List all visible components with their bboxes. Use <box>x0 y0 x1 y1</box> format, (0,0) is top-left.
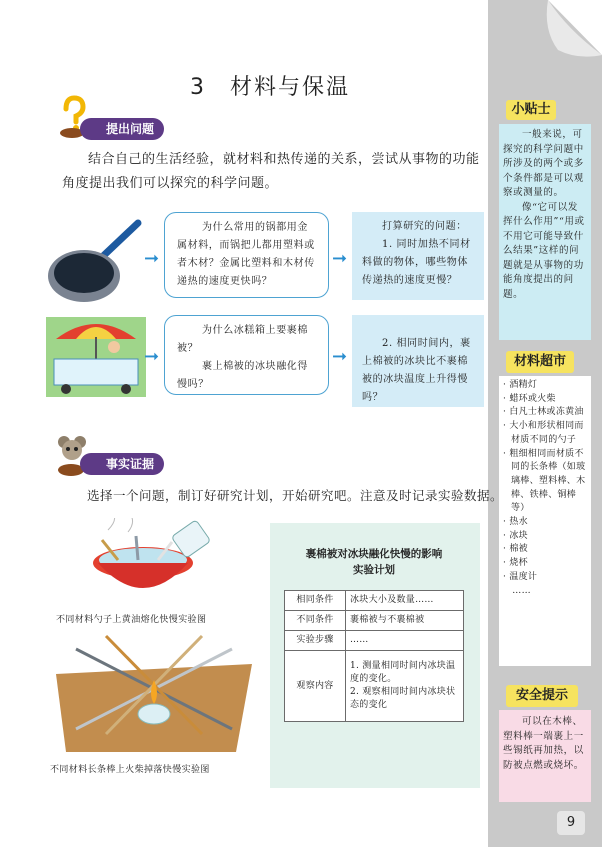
plan-observation-2: 2. 观察相同时间内冰块状态的变化 <box>350 687 456 710</box>
evidence-paragraph: 选择一个问题，制订好研究计划，开始研究吧。注意及时记录实验数据。 <box>87 488 504 503</box>
question-bubble-cart <box>164 315 329 395</box>
safety-text: 可以在木棒、塑料棒一端裹上一些锡纸再加热，以防被点燃或烧坏。 <box>503 716 584 771</box>
inquiry-box-1 <box>352 212 484 300</box>
safety-box <box>499 710 591 802</box>
materials-item: · 冰块 <box>503 530 528 541</box>
page-fold-decoration <box>488 0 602 90</box>
tip-title: 小贴士 <box>506 100 556 120</box>
plan-value: …… <box>346 631 464 651</box>
arrow-icon: ➞ <box>332 346 348 367</box>
intro-paragraph: 结合自己的生活经验，就材料和热传递的关系，尝试从事物的功能角度提出我们可以探究的科学问题。 <box>62 152 480 191</box>
materials-item: · 热水 <box>503 517 528 528</box>
materials-item: · 蜡环或火柴 <box>503 393 556 404</box>
materials-item: · 酒精灯 <box>503 380 538 390</box>
materials-item: · 大小和形状相同而材质不同的勺子 <box>503 421 584 445</box>
evidence-section-badge: 事实证据 <box>80 453 164 475</box>
plan-key: 实验步骤 <box>285 631 346 651</box>
materials-item: · 烧杯 <box>503 558 528 569</box>
safety-title: 安全提示 <box>506 685 578 707</box>
tip-paragraph-2: 像“它可以发挥什么作用”“用或不用它可能导致什么结果”这样的问题就是从事物的功能角度提出的问题。 <box>503 201 585 300</box>
table-row <box>285 611 464 631</box>
plan-value: 冰块大小及数量…… <box>346 591 464 611</box>
plan-value <box>346 651 464 722</box>
inquiry-box-2 <box>352 315 484 407</box>
butter-spoon-experiment-illustration <box>88 518 218 610</box>
question-section-badge: 提出问题 <box>80 118 164 140</box>
materials-item: · 棉被 <box>503 544 528 555</box>
table-row <box>285 631 464 651</box>
table-row <box>285 651 464 722</box>
tip-box <box>499 124 591 340</box>
plan-value: 裹棉被与不裹棉被 <box>346 611 464 631</box>
arrow-icon: ➞ <box>332 248 348 269</box>
page-number: 9 <box>557 811 585 835</box>
arrow-icon: ➞ <box>144 346 160 367</box>
rod-match-experiment-illustration <box>56 624 252 754</box>
table-row <box>285 591 464 611</box>
inquiry-text-2: 2. 相同时间内，裹上棉被的冰块比不裹棉被的冰块温度上升得慢吗？ <box>362 338 471 403</box>
caption-rods: 不同材料长条棒上火柴掉落快慢实验图 <box>50 765 210 775</box>
plan-key: 不同条件 <box>285 611 346 631</box>
question-text-pan: 为什么常用的锅都用金属材料，而锅把儿都用塑料或者木材？金属比塑料和木材传递热的速度更快吗？ <box>177 222 315 287</box>
plan-table <box>284 590 464 722</box>
materials-title: 材料超市 <box>506 351 574 373</box>
plan-title <box>278 546 470 578</box>
materials-item: · 白凡士林或冻黄油 <box>503 407 584 418</box>
inquiry-text-1: 1. 同时加热不同材料做的物体，哪些物体传递热的速度更慢？ <box>362 239 471 286</box>
plan-key: 观察内容 <box>285 651 346 722</box>
inquiry-label: 打算研究的问题： <box>382 221 467 232</box>
plan-observation-1: 1. 测量相同时间内冰块温度的变化。 <box>350 661 456 684</box>
ice-cream-cart-illustration <box>46 317 146 397</box>
plan-title-line-1: 裹棉被对冰块融化快慢的影响 <box>305 548 443 560</box>
materials-item: · 温度计 <box>503 571 538 582</box>
frying-pan-icon <box>46 218 146 308</box>
tip-paragraph-1: 一般来说，可探究的科学问题中所涉及的两个或多个条件都是可以观察或测量的。 <box>503 129 584 198</box>
caption-spoons: 不同材料勺子上黄油熔化快慢实验图 <box>56 615 207 625</box>
page-title: 3 材料与保温 <box>190 75 350 100</box>
materials-item: …… <box>503 585 531 596</box>
question-text-cart-2: 裹上棉被的冰块融化得慢吗？ <box>177 361 308 390</box>
plan-key: 相同条件 <box>285 591 346 611</box>
question-bubble-pan <box>164 212 329 298</box>
question-text-cart-1: 为什么冰糕箱上要裹棉被？ <box>177 325 308 354</box>
arrow-icon: ➞ <box>144 248 160 269</box>
materials-list <box>499 376 591 666</box>
plan-title-line-2: 实验计划 <box>353 564 395 576</box>
materials-item: · 粗细相同而材质不同的长条棒（如玻璃棒、塑料棒、木棒、铁棒、铜棒等） <box>503 448 586 514</box>
